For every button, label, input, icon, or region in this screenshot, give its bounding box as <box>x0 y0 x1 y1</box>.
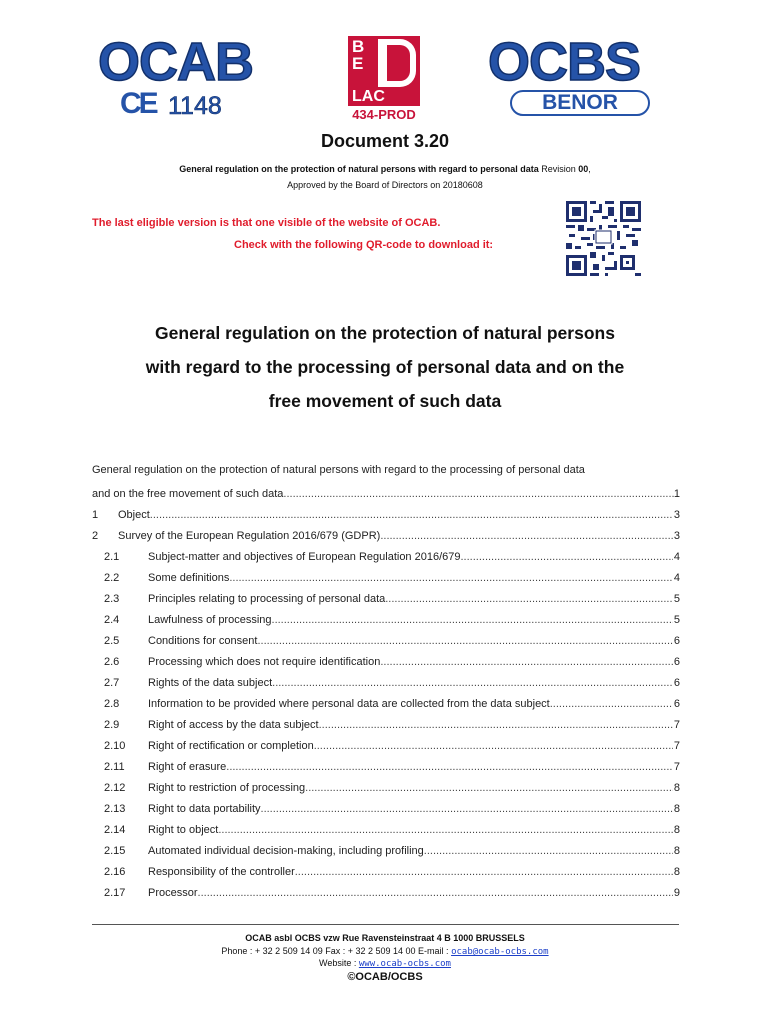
toc-entry-title: Principles relating to processing of personal data <box>148 593 386 605</box>
toc-entry-number: 2.17 <box>104 887 126 899</box>
toc-entry[interactable] <box>92 739 680 760</box>
main-title-line-3: free movement of such data <box>268 391 502 411</box>
toc-entry-number: 2.15 <box>104 845 126 857</box>
toc-entry-title: Subject-matter and objectives of European Regulation 2016/679 <box>148 551 461 563</box>
toc-entry-number: 1 <box>92 509 99 521</box>
toc-leader-dots <box>295 865 673 879</box>
toc-entry-row <box>148 886 680 900</box>
toc-entry[interactable] <box>92 760 680 781</box>
toc-entry-number: 2.11 <box>104 761 125 773</box>
toc-entry-row <box>148 802 680 816</box>
toc-entry-title: Processor <box>148 887 198 899</box>
toc-entry-row <box>148 718 680 732</box>
toc-entry-row <box>148 613 680 627</box>
toc-entry-row <box>148 676 680 690</box>
toc-leader-dots <box>550 697 673 711</box>
toc-entry-number: 2.3 <box>104 593 120 605</box>
toc-entry-number: 2.6 <box>104 656 120 668</box>
toc-entry-row <box>148 865 680 879</box>
belac-letters-lac: LAC <box>352 88 385 105</box>
toc-entry-title: Survey of the European Regulation 2016/679 (GDPR) <box>118 530 381 542</box>
toc-entry-row <box>148 760 680 774</box>
toc-entry-page: 8 <box>673 845 680 857</box>
notified-body-number: 1148 <box>168 92 222 120</box>
toc-entry[interactable] <box>92 865 680 886</box>
belac-letter-b: B <box>352 37 365 56</box>
toc-entry-row <box>118 529 680 543</box>
toc-entry[interactable] <box>92 550 680 571</box>
toc-entry[interactable] <box>92 844 680 865</box>
approval-line: Approved by the Board of Directors on 20180608 <box>287 180 483 190</box>
belac-accreditation-number: 434-PROD <box>352 107 416 122</box>
main-title-line-1: General regulation on the protection of natural persons <box>155 323 615 343</box>
toc-entry[interactable] <box>92 676 680 697</box>
toc-leader-dots <box>424 844 673 858</box>
toc-entry-page: 8 <box>673 824 680 836</box>
toc-leader-dots <box>380 529 673 543</box>
belac-logo-box <box>348 36 420 106</box>
toc-entry-page: 8 <box>673 782 680 794</box>
toc-entry[interactable] <box>92 697 680 718</box>
revision-suffix: , <box>588 164 591 174</box>
toc-entry[interactable] <box>92 655 680 676</box>
toc-entry-number: 2.14 <box>104 824 126 836</box>
toc-entry-title: Right of erasure <box>148 761 227 773</box>
toc-entry-page: 6 <box>673 677 680 689</box>
revision-number: 00 <box>578 164 589 174</box>
ocab-logo <box>98 32 273 120</box>
toc-leader-dots <box>461 550 673 564</box>
toc-entry-row <box>148 781 680 795</box>
toc-leader-dots <box>385 592 673 606</box>
toc-entry-row <box>148 550 680 564</box>
toc-entry-number: 2.10 <box>104 740 126 752</box>
toc-leader-dots <box>272 613 673 627</box>
table-of-contents <box>92 508 680 907</box>
toc-intro-page: 1 <box>673 488 680 500</box>
qr-code-icon[interactable] <box>566 201 641 276</box>
footer-divider <box>92 924 679 925</box>
toc-entry-number: 2.1 <box>104 551 120 563</box>
revision-prefix: Revision <box>538 164 579 174</box>
toc-entry-row <box>148 739 680 753</box>
toc-intro-line[interactable]: General regulation on the protection of natural persons with regard to the processing of personal data <box>92 464 585 476</box>
ce-mark: CE <box>120 87 156 120</box>
toc-entry-page: 5 <box>673 593 680 605</box>
toc-entry-title: Automated individual decision-making, including profiling <box>148 845 424 857</box>
benor-pill: BENOR <box>510 90 650 116</box>
toc-leader-dots <box>283 487 673 501</box>
toc-leader-dots <box>261 802 673 816</box>
toc-leader-dots <box>257 634 672 648</box>
main-title <box>80 316 690 418</box>
toc-leader-dots <box>218 823 673 837</box>
toc-entry-page: 7 <box>673 719 680 731</box>
toc-entry-page: 6 <box>673 656 680 668</box>
toc-entry-number: 2.12 <box>104 782 126 794</box>
toc-entry-number: 2.2 <box>104 572 120 584</box>
toc-entry-page: 7 <box>673 761 680 773</box>
footer-phone-fax: Phone : + 32 2 509 14 09 Fax : + 32 2 509 14 00 E-mail : <box>221 946 452 956</box>
toc-entry-page: 8 <box>673 866 680 878</box>
regulation-title: General regulation on the protection of natural persons with regard to personal data <box>179 164 539 174</box>
toc-entry[interactable] <box>92 802 680 823</box>
toc-entry[interactable] <box>92 571 680 592</box>
toc-leader-dots <box>150 508 673 522</box>
toc-entry[interactable] <box>92 529 680 550</box>
document-number: Document 3.20 <box>320 131 450 151</box>
toc-entry-number: 2.9 <box>104 719 120 731</box>
toc-entry-row <box>118 508 680 522</box>
toc-entry[interactable] <box>92 886 680 907</box>
toc-entry-number: 2.5 <box>104 635 120 647</box>
toc-entry-title: Right to data portability <box>148 803 261 815</box>
toc-leader-dots <box>305 781 673 795</box>
toc-entry-title: Information to be provided where personal data are collected from the data subject <box>148 698 550 710</box>
toc-leader-dots <box>380 655 673 669</box>
belac-letter-e: E <box>352 54 364 73</box>
footer-email-link[interactable]: ocab@ocab-ocbs.com <box>451 947 549 957</box>
ocbs-logo-text: OCBS <box>488 32 641 92</box>
toc-leader-dots <box>229 571 673 585</box>
toc-intro-row[interactable] <box>92 487 680 501</box>
ocbs-logo <box>488 33 666 119</box>
toc-leader-dots <box>226 760 673 774</box>
toc-entry-page: 4 <box>673 572 680 584</box>
toc-leader-dots <box>272 676 673 690</box>
toc-leader-dots <box>314 739 673 753</box>
toc-leader-dots <box>198 886 673 900</box>
toc-entry-page: 6 <box>673 635 680 647</box>
toc-entry-row <box>148 592 680 606</box>
footer-website-link[interactable]: www.ocab-ocbs.com <box>358 959 451 969</box>
toc-entry-row <box>148 823 680 837</box>
toc-entry-title: Some definitions <box>148 572 230 584</box>
toc-entry-number: 2.8 <box>104 698 120 710</box>
toc-entry-title: Right of access by the data subject <box>148 719 319 731</box>
footer-website <box>0 957 770 970</box>
toc-entry-number: 2 <box>92 530 99 542</box>
toc-entry-row <box>148 697 680 711</box>
version-notice: The last eligible version is that one visible of the website of OCAB. <box>92 217 441 229</box>
toc-leader-dots <box>319 718 673 732</box>
toc-entry-page: 6 <box>673 698 680 710</box>
toc-entry[interactable] <box>92 718 680 739</box>
toc-entry-page: 5 <box>673 614 680 626</box>
toc-entry-title: Conditions for consent <box>148 635 258 647</box>
toc-entry-title: Responsibility of the controller <box>148 866 295 878</box>
toc-entry-number: 2.16 <box>104 866 126 878</box>
toc-entry[interactable] <box>92 592 680 613</box>
toc-entry-title: Right to object <box>148 824 219 836</box>
toc-entry-row <box>148 571 680 585</box>
toc-entry[interactable] <box>92 823 680 844</box>
toc-entry-title: Right of rectification or completion <box>148 740 314 752</box>
toc-entry-title: Lawfulness of processing <box>148 614 272 626</box>
regulation-line <box>0 163 770 175</box>
toc-entry[interactable] <box>92 613 680 634</box>
ocab-logo-text: OCAB <box>98 32 253 92</box>
toc-entry-page: 4 <box>673 551 680 563</box>
toc-entry-row <box>148 655 680 669</box>
toc-entry-page: 7 <box>673 740 680 752</box>
toc-entry-number: 2.7 <box>104 677 120 689</box>
toc-entry-number: 2.13 <box>104 803 126 815</box>
footer-address: OCAB asbl OCBS vzw Rue Ravensteinstraat 4 B 1000 BRUSSELS <box>245 933 525 943</box>
toc-entry[interactable] <box>92 634 680 655</box>
toc-entry-row <box>148 844 680 858</box>
toc-entry[interactable] <box>92 508 680 529</box>
toc-entry-title: Right to restriction of processing <box>148 782 306 794</box>
toc-entry-number: 2.4 <box>104 614 120 626</box>
toc-entry[interactable] <box>92 781 680 802</box>
toc-entry-page: 3 <box>673 530 680 542</box>
qr-notice: Check with the following QR-code to download it: <box>234 239 494 251</box>
toc-entry-title: Processing which does not require identification <box>148 656 381 668</box>
toc-entry-title: Object <box>118 509 150 521</box>
toc-entry-title: Rights of the data subject <box>148 677 273 689</box>
footer-copyright: ©OCAB/OCBS <box>347 971 423 983</box>
belac-b-shape <box>378 39 416 87</box>
main-title-line-2: with regard to the processing of personal data and on the <box>145 357 625 377</box>
belac-logo <box>344 36 424 122</box>
footer-website-label: Website : <box>319 958 359 968</box>
toc-intro-text: and on the free movement of such data <box>92 488 284 500</box>
toc-entry-page: 9 <box>673 887 680 899</box>
toc-entry-page: 8 <box>673 803 680 815</box>
toc-entry-row <box>148 634 680 648</box>
toc-entry-page: 3 <box>673 509 680 521</box>
